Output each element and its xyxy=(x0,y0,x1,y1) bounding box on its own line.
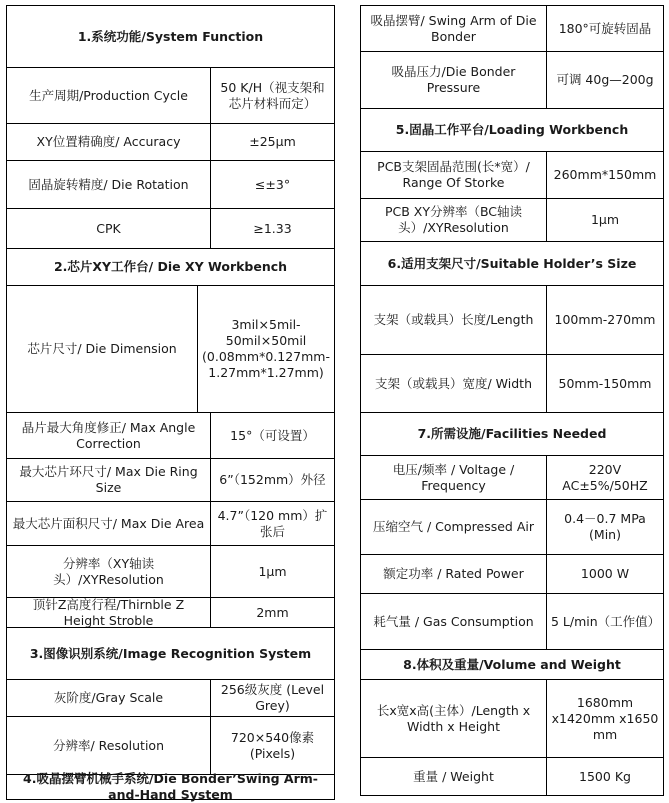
section-header xyxy=(6,5,335,68)
section-title: 5.固晶工作平台/Loading Workbench xyxy=(395,122,629,137)
spec-row xyxy=(6,716,335,775)
spec-row xyxy=(6,67,335,124)
section-header xyxy=(360,108,664,152)
spec-label: XY位置精确度/ Accuracy xyxy=(7,124,211,160)
spec-row xyxy=(6,597,335,628)
spec-label: 重量 / Weight xyxy=(361,758,547,795)
spec-row xyxy=(360,51,664,109)
spec-row xyxy=(360,679,664,758)
section-title: 3.图像识别系统/Image Recognition System xyxy=(29,645,312,661)
section-title: 8.体积及重量/Volume and Weight xyxy=(403,656,621,672)
section-title: 4.吸晶摆臂机械手系统/Die Bonder’Swing Arm-and-Hand System xyxy=(23,771,318,802)
spec-row xyxy=(6,208,335,249)
spec-value: 可调 40g—200g xyxy=(556,72,654,87)
spec-label: CPK xyxy=(7,209,211,248)
spec-label: 额定功率 / Rated Power xyxy=(361,555,547,593)
spec-label: 生产周期/Production Cycle xyxy=(7,68,211,123)
spec-value: 50mm-150mm xyxy=(558,375,652,391)
spec-row xyxy=(6,123,335,161)
spec-row xyxy=(360,151,664,199)
section-header xyxy=(6,771,335,802)
spec-row xyxy=(360,499,664,555)
spec-value: ≥1.33 xyxy=(253,220,292,236)
section-title: 2.芯片XY工作台/ Die XY Workbench xyxy=(53,259,288,274)
spec-value: ±25μm xyxy=(249,134,296,149)
spec-label: 吸晶摆臂/ Swing Arm of Die Bonder xyxy=(361,6,547,51)
spec-row xyxy=(6,285,335,413)
spec-row xyxy=(6,160,335,209)
section-header xyxy=(360,412,664,456)
spec-label: 支架（或载具）宽度/ Width xyxy=(361,355,547,412)
spec-row xyxy=(6,501,335,546)
spec-value: 1680mm x1420mm x1650 mm xyxy=(551,694,659,742)
spec-row xyxy=(360,757,664,796)
spec-label: PCB XY分辨率（BC轴读头）/XYResolution xyxy=(361,199,547,241)
spec-value: 220V AC±5%/50HZ xyxy=(562,461,648,493)
spec-value: 1μm xyxy=(258,563,287,579)
spec-value: 100mm-270mm xyxy=(554,312,656,327)
spec-row xyxy=(6,458,335,502)
spec-row xyxy=(360,285,664,355)
spec-value: 6”（152mm）外径 xyxy=(219,472,326,487)
spec-label: 支架（或载具）长度/Length xyxy=(361,286,547,354)
section-header xyxy=(6,627,335,680)
spec-row xyxy=(360,455,664,500)
spec-value: 1500 Kg xyxy=(579,768,631,784)
left-column xyxy=(6,5,335,802)
spec-value: 2mm xyxy=(256,604,289,620)
spec-table xyxy=(6,5,664,802)
spec-label: 电压/频率 / Voltage / Frequency xyxy=(361,456,547,499)
spec-label: 吸晶压力/Die Bonder Pressure xyxy=(361,52,547,108)
spec-label: PCB支架固晶范围(长*宽）/ Range Of Storke xyxy=(361,152,547,198)
spec-row xyxy=(360,198,664,242)
spec-row xyxy=(360,354,664,413)
spec-value: 15°（可设置） xyxy=(230,427,315,443)
section-title: 6.适用支架尺寸/Suitable Holder’s Size xyxy=(387,255,637,271)
section-title: 1.系统功能/System Function xyxy=(77,28,264,44)
spec-label: 顶针Z高度行程/Thirnble Z Height Stroble xyxy=(7,598,211,627)
spec-row xyxy=(360,5,664,52)
spec-value: 180°可旋转固晶 xyxy=(558,20,652,36)
spec-label: 长x宽x高(主体）/Length x Width x Height xyxy=(361,680,547,757)
spec-label: 灰阶度/Gray Scale xyxy=(7,680,211,716)
spec-row xyxy=(6,545,335,598)
spec-label: 固晶旋转精度/ Die Rotation xyxy=(7,161,211,208)
spec-label: 耗气量 / Gas Consumption xyxy=(361,594,547,649)
spec-value: 0.4－0.7 MPa (Min) xyxy=(564,511,646,542)
spec-value: 50 K/H（视支架和芯片材料而定） xyxy=(220,79,325,111)
spec-label: 最大芯片环尺寸/ Max Die Ring Size xyxy=(7,459,211,501)
spec-label: 压缩空气 / Compressed Air xyxy=(361,500,547,554)
spec-row xyxy=(6,679,335,717)
spec-label: 晶片最大角度修正/ Max Angle Correction xyxy=(7,413,211,458)
section-title: 7.所需设施/Facilities Needed xyxy=(417,426,607,441)
spec-value: 1μm xyxy=(590,212,620,227)
section-header xyxy=(360,241,664,286)
section-header xyxy=(360,649,664,680)
spec-row xyxy=(360,554,664,594)
spec-row xyxy=(360,593,664,650)
spec-value: 3mil×5mil-50mil×50mil (0.08mm*0.127mm-1.27mm*1.27mm) xyxy=(202,317,330,380)
spec-label: 最大芯片面积尺寸/ Max Die Area xyxy=(7,502,211,545)
spec-row xyxy=(6,412,335,459)
section-header xyxy=(6,248,335,286)
spec-value: 256级灰度 (Level Grey) xyxy=(220,682,325,713)
right-column xyxy=(360,5,664,795)
spec-value: ≤±3° xyxy=(254,176,291,192)
spec-value: 1000 W xyxy=(580,566,630,581)
spec-value: 260mm*150mm xyxy=(553,167,657,182)
spec-label: 分辨率（XY轴读头）/XYResolution xyxy=(7,546,211,597)
spec-value: 5 L/min（工作值） xyxy=(551,613,661,629)
spec-label: 芯片尺寸/ Die Dimension xyxy=(7,286,198,412)
spec-value: 720×540像素 (Pixels) xyxy=(230,729,315,761)
spec-label: 分辨率/ Resolution xyxy=(7,717,211,774)
spec-value: 4.7”（120 mm）扩张后 xyxy=(217,507,328,539)
